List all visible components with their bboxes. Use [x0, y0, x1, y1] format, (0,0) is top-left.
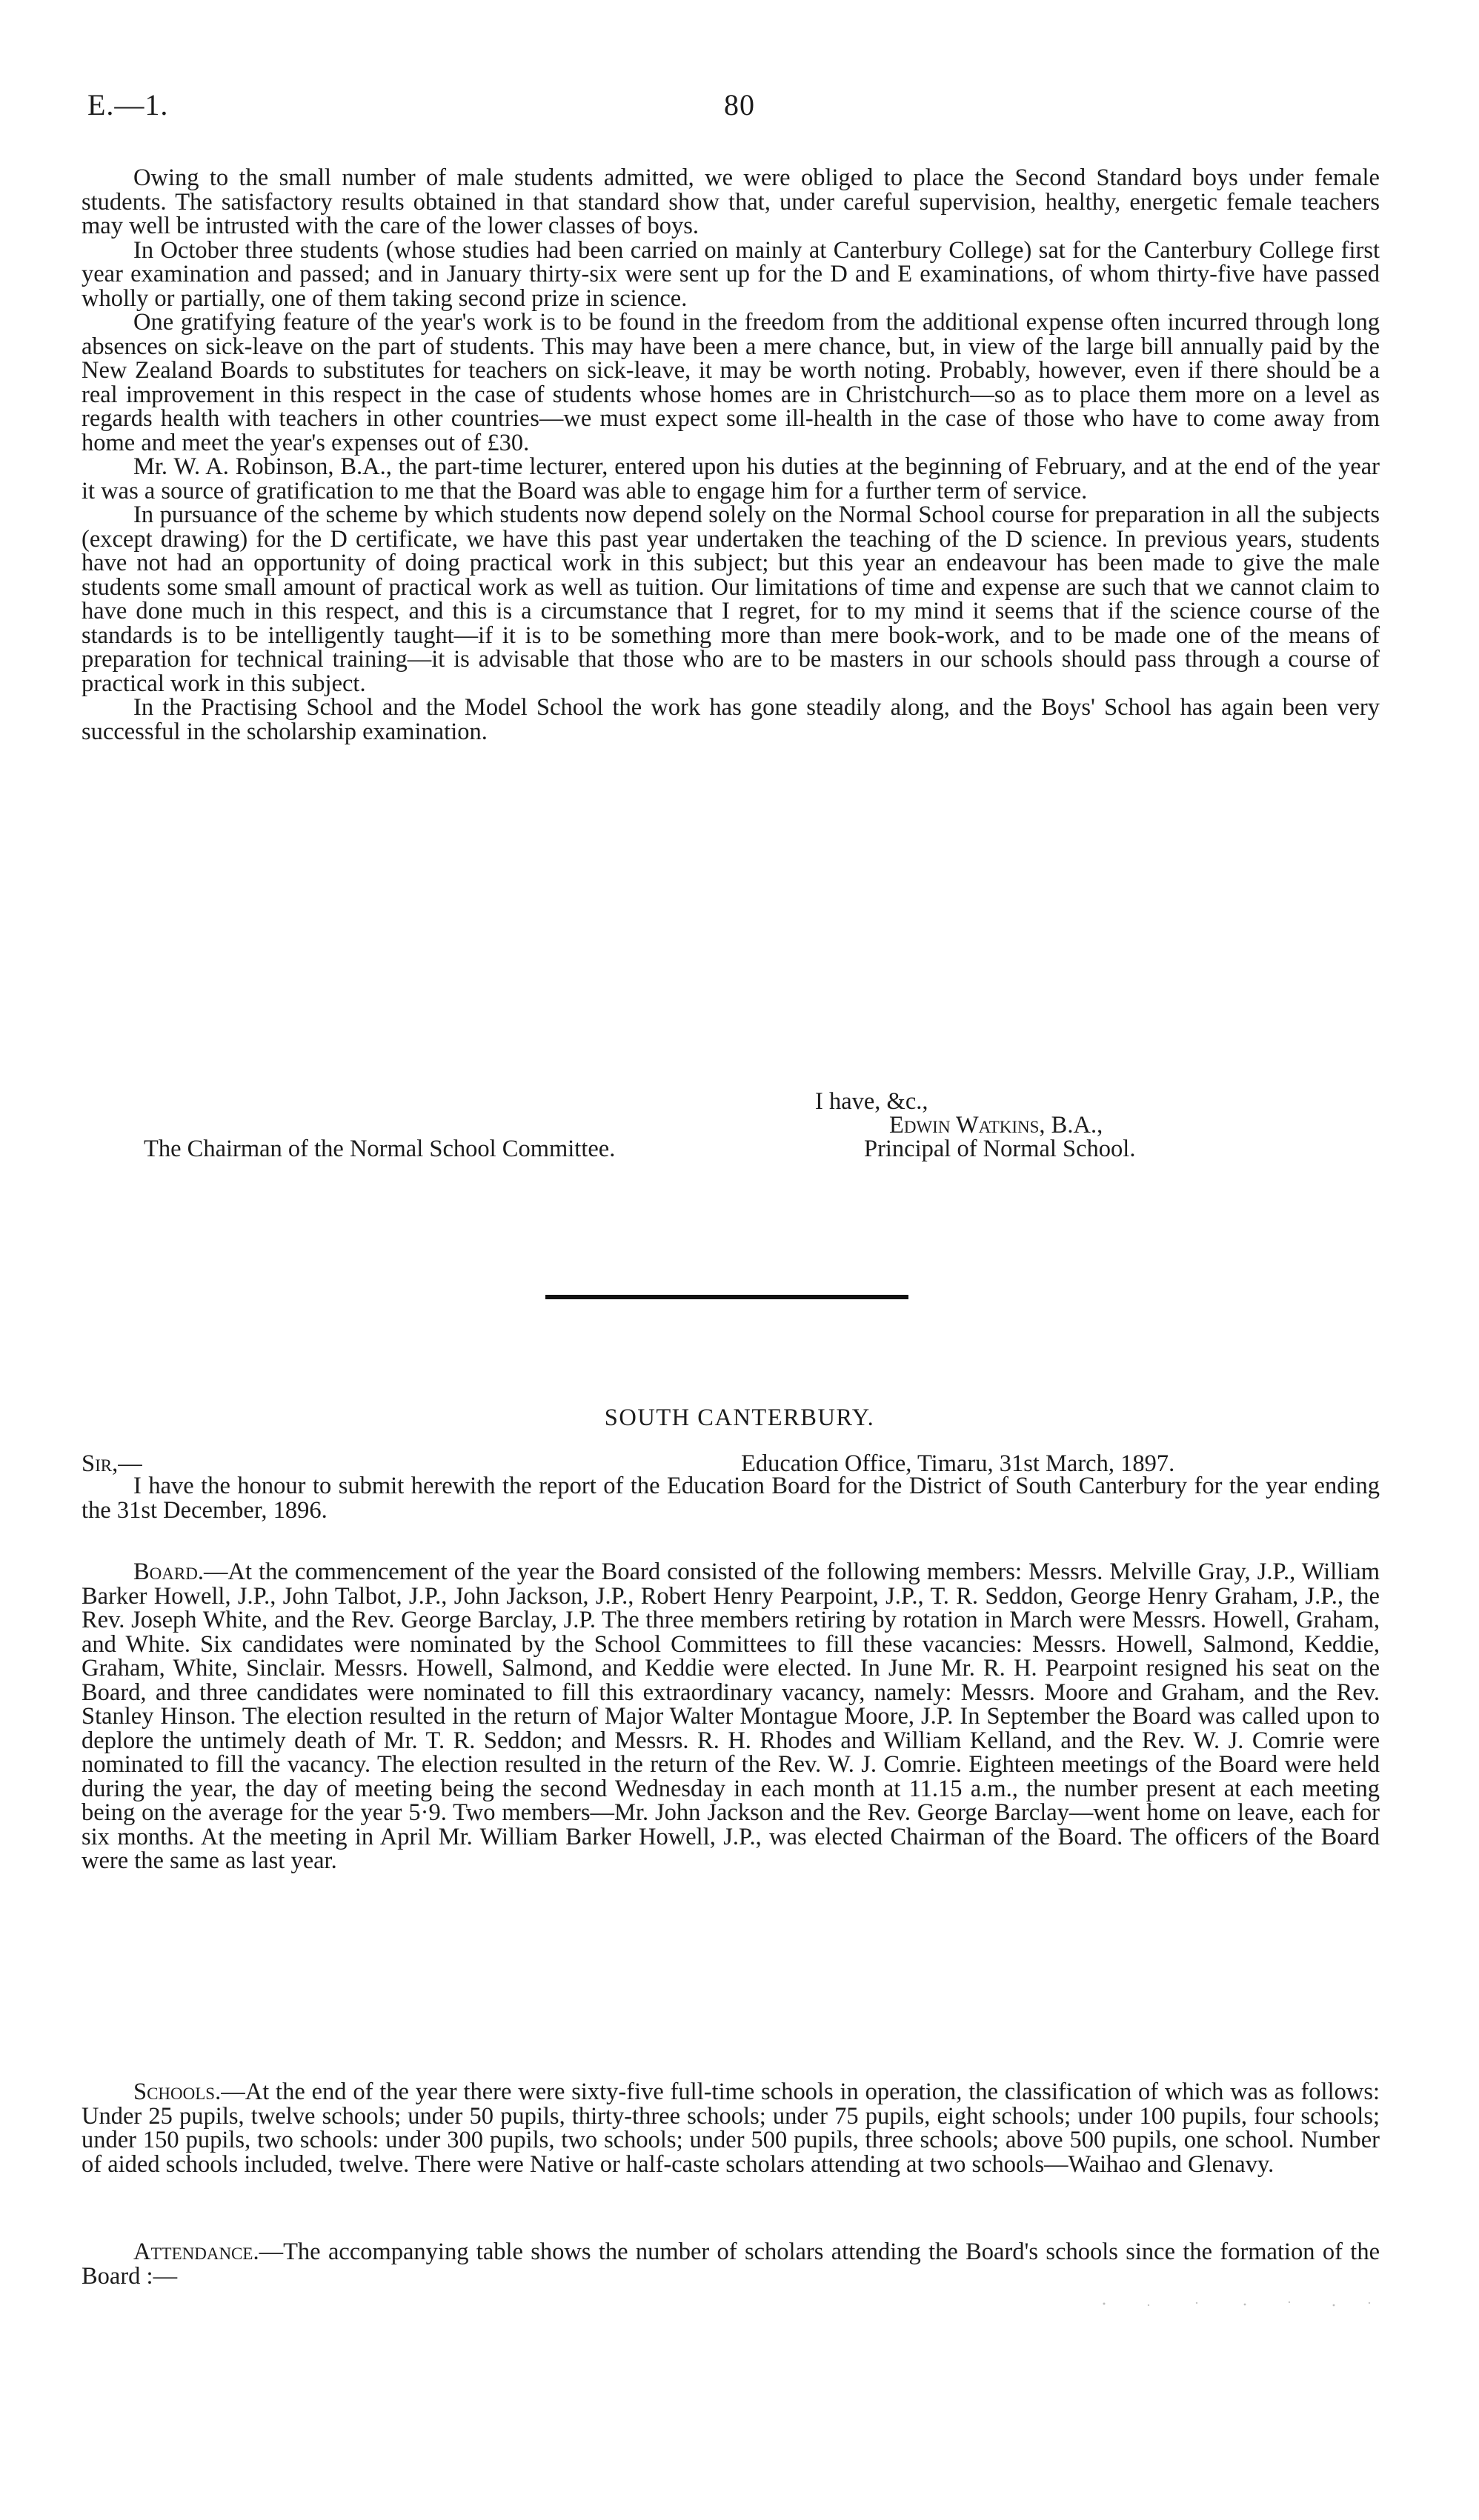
- paragraph: In October three students (whose studies had been carried on mainly at Canterbury College) sat for the Canterbury College first year examination and passed; and in January thirty-six were sent up for the D and E examinations, of whom thirty-five have passed wholly or partially, one of them taking second prize in science.: [82, 236, 1380, 312]
- paragraph: [82, 2240, 1380, 2288]
- board-section: [82, 1560, 1380, 1873]
- section-divider: [545, 1295, 908, 1299]
- paragraph: In the Practising School and the Model School the work has gone steadily along, and the Boys' School has again been very successful in the scholarship examination.: [82, 694, 1380, 745]
- section-label: Board.: [133, 1559, 204, 1585]
- paragraph: [82, 1560, 1380, 1873]
- section-text: —At the commencement of the year the Board consisted of the following members: Messrs. Melville Gray, J.P., William Barker Howell, J.P., John Talbot, J.P., John Jackson, J.P., Robert Henry Pearpoint, J.P., T. R. Seddon, George Henry Graham, J.P., the Rev. Joseph White, and the Rev. George Barclay, J.P. The three members retiring by rotation in March were Messrs. Howell, Graham, and White. Six candidates were nominated by the School Committees to fill these vacancies: Messrs. Howell, Salmond, Keddie, Graham, White, Sinclair. Messrs. Howell, Salmond, and Keddie were elected. In June Mr. R. H. Pearpoint resigned his seat on the Board, and three candidates were nominated to fill this extraordinary vacancy, namely: Messrs. Moore and Graham, and the Rev. Stanley Hinson. The election resulted in the return of Major Walter Montague Moore, J.P. In September the Board was called upon to deplore the untimely death of Mr. T. R. Seddon; and Messrs. R. H. Rhodes and William Kelland, and the Rev. W. J. Comrie were nominated to fill the vacancy. The election resulted in the return of the Rev. W. J. Comrie. Eighteen meetings of the Board were held during the year, the day of meeting being the second Wednesday in each month at 11.15 a.m., the number present at each meeting being on the average for the year 5·9. Two members—Mr. John Jackson and the Rev. George Barclay—went home on leave, each for six months. At the meeting in April Mr. William Barker Howell, J.P., was elected Chairman of the Board. The officers of the Board were the same as last year.: [82, 1559, 1380, 1874]
- paragraph: One gratifying feature of the year's work is to be found in the freedom from the additional expense often incurred through long absences on sick-leave on the part of students. This may have been a mere chance, but, in view of the large bill annually paid by the New Zealand Boards to substitutes for teachers on sick-leave, it may be worth noting. Probably, however, even if there should be a real improvement in this respect in the case of students whose homes are in Christchurch—so as to place them more on a level as regards health with teachers in other countries—we must expect some ill-health in the case of those who have to come away from home and meet the year's expenses out of £30.: [82, 309, 1380, 456]
- section-label: Schools.: [133, 2079, 222, 2105]
- salutation: Sir,—: [82, 1450, 142, 1477]
- document-reference: E.—1.: [87, 88, 169, 121]
- signatory-name: Edwin Watkins, B.A.,: [889, 1112, 1103, 1139]
- page-header: [82, 87, 1397, 132]
- paragraph: Owing to the small number of male students admitted, we were obliged to place the Second Standard boys under female students. The satisfactory results obtained in that standard show that, under careful supervision, healthy, energetic female teachers may well be intrusted with the care of the lower classes of boys.: [82, 164, 1380, 239]
- paragraph: Mr. W. A. Robinson, B.A., the part-time lecturer, entered upon his duties at the beginning of February, and at the end of the year it was a source of gratification to me that the Board was able to engage him for a further term of service.: [82, 453, 1380, 504]
- signatory-title: Principal of Normal School.: [864, 1136, 1136, 1162]
- letter-address-date: Education Office, Timaru, 31st March, 1897.: [741, 1450, 1175, 1477]
- page-number: 80: [724, 88, 755, 121]
- attendance-section: [82, 2240, 1380, 2288]
- section-text: —At the end of the year there were sixty-five full-time schools in operation, the classification of which was as follows: Under 25 pupils, twelve schools; under 50 pupils, thirty-three schools; under 75 pupils, eight schools; under 100 pupils, four schools; under 150 pupils, two schools: under 300 pupils, two schools; under 500 pupils, three schools; above 500 pupils, one school. Number of aided schools included, twelve. There were Native or half-caste scholars attending at two schools—Waihao and Glenavy.: [82, 2079, 1380, 2178]
- paragraph: [82, 2080, 1380, 2176]
- introduction: [82, 1474, 1380, 1522]
- normal-school-report-body: [82, 166, 1380, 744]
- paragraph: I have the honour to submit herewith the report of the Education Board for the District of South Canterbury for the year ending the 31st December, 1896.: [82, 1473, 1380, 1524]
- scan-speckles: [1097, 2296, 1378, 2311]
- letter-closing: [82, 1090, 1380, 1193]
- section-text: —The accompanying table shows the number of scholars attending the Board's schools since the formation of the Board :—: [82, 2239, 1380, 2290]
- section-label: Attendance.: [133, 2239, 259, 2265]
- closing-phrase: I have, &c.,: [815, 1088, 928, 1115]
- schools-section: [82, 2080, 1380, 2176]
- section-heading: SOUTH CANTERBURY.: [604, 1404, 875, 1431]
- addressee: The Chairman of the Normal School Committee.: [144, 1136, 616, 1162]
- paragraph: In pursuance of the scheme by which students now depend solely on the Normal School course for preparation in all the subjects (except drawing) for the D certificate, we have this past year undertaken the teaching of the D science. In previous years, students have not had an opportunity of doing practical work in this subject; but this year an endeavour has been made to give the male students some small amount of practical work as well as tuition. Our limitations of time and expense are such that we cannot claim to have done much in this respect, and this is a circumstance that I regret, for to my mind it seems that if the science course of the standards is to be intelligently taught—if it is to be something more than mere book-work, and to be made one of the means of preparation for technical training—it is advisable that those who are to be masters in our schools should pass through a course of practical work in this subject.: [82, 501, 1380, 697]
